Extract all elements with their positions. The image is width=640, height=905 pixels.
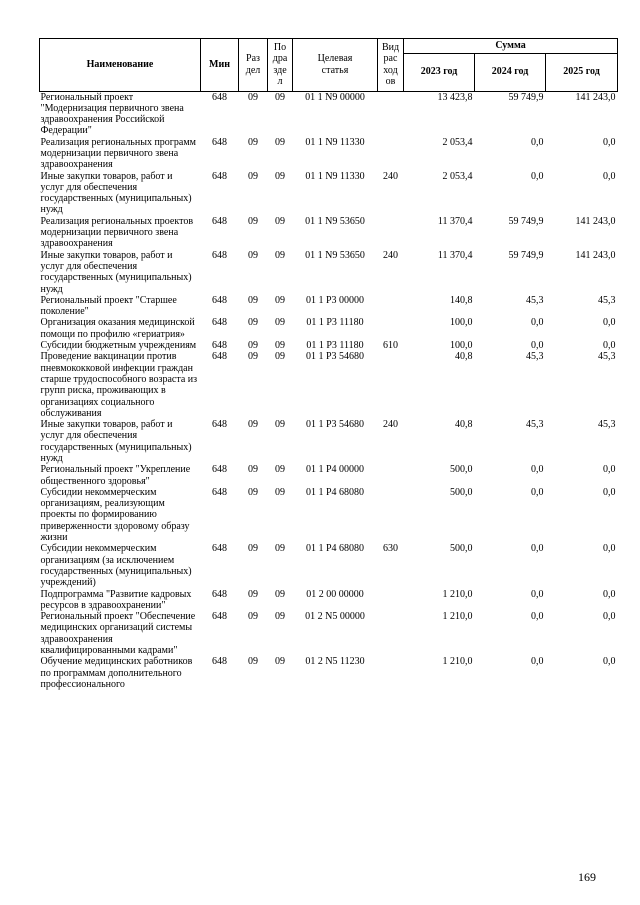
row-sum-2024: 0,0 xyxy=(531,340,544,352)
row-target: 01 1 N9 00000 xyxy=(305,91,365,103)
row-target: 01 1 P3 54680 xyxy=(305,351,365,363)
row-name: Организация оказания медицинской помощи по профилю «гериатрия» xyxy=(40,317,195,340)
row-razdel: 09 xyxy=(248,464,258,476)
row-target: 01 1 P3 54680 xyxy=(305,419,365,431)
table-row xyxy=(40,216,618,250)
row-vid xyxy=(378,317,404,340)
table-row xyxy=(40,250,618,295)
row-sum-2024: 0,0 xyxy=(531,317,544,329)
row-sum-2024: 59 749,9 xyxy=(508,91,544,103)
row-sum-2025: 45,3 xyxy=(598,419,616,431)
row-sum-2025: 0,0 xyxy=(603,543,616,555)
header-razdel: Раз дел xyxy=(239,39,268,92)
row-target: 01 1 P4 68080 xyxy=(305,543,365,555)
page-number: 169 xyxy=(578,870,596,884)
table-row xyxy=(40,351,618,419)
row-sum-2023: 13 423,8 xyxy=(437,91,473,103)
row-sum-2025: 0,0 xyxy=(603,656,616,668)
row-name: Реализация региональных проектов модернизации первичного звена здравоохранения xyxy=(40,215,194,250)
row-min: 648 xyxy=(212,294,227,306)
row-name: Реализация региональных программ модернизации первичного звена здравоохранения xyxy=(40,136,196,171)
row-vid xyxy=(378,216,404,250)
row-vid xyxy=(378,137,404,171)
row-target: 01 1 P3 00000 xyxy=(305,294,365,306)
header-name: Наименование xyxy=(40,39,201,92)
row-razdel: 09 xyxy=(248,588,258,600)
row-sum-2024: 0,0 xyxy=(531,543,544,555)
row-min: 648 xyxy=(212,464,227,476)
row-sum-2023: 140,8 xyxy=(450,294,473,306)
row-podrazdel: 09 xyxy=(275,340,285,352)
row-name: Региональный проект "Укрепление общественного здоровья" xyxy=(40,464,191,487)
row-razdel: 09 xyxy=(248,249,258,261)
row-sum-2024: 45,3 xyxy=(526,294,544,306)
row-sum-2025: 0,0 xyxy=(603,340,616,352)
row-min: 648 xyxy=(212,656,227,668)
row-sum-2024: 0,0 xyxy=(531,611,544,623)
row-razdel: 09 xyxy=(248,340,258,352)
row-min: 648 xyxy=(212,170,227,182)
row-vid xyxy=(378,487,404,543)
row-sum-2023: 40,8 xyxy=(455,419,473,431)
document-page xyxy=(39,38,617,690)
row-min: 648 xyxy=(212,249,227,261)
row-podrazdel: 09 xyxy=(275,317,285,329)
row-sum-2025: 0,0 xyxy=(603,486,616,498)
row-sum-2024: 0,0 xyxy=(531,170,544,182)
row-target: 01 1 P4 00000 xyxy=(305,464,365,476)
row-name: Региональный проект "Модернизация первичного звена здравоохранения Российской Федерации" xyxy=(40,91,184,137)
header-vid: Вид рас ход ов xyxy=(378,39,404,92)
row-vid: 240 xyxy=(383,170,398,182)
table-row xyxy=(40,487,618,543)
row-vid: 630 xyxy=(383,543,398,555)
row-name: Субсидии бюджетным учреждениям xyxy=(40,340,197,352)
row-name: Иные закупки товаров, работ и услуг для обеспечения государственных (муниципальных) нужд xyxy=(40,170,192,216)
row-vid xyxy=(378,611,404,656)
row-sum-2024: 0,0 xyxy=(531,464,544,476)
row-min: 648 xyxy=(212,486,227,498)
row-min: 648 xyxy=(212,419,227,431)
row-podrazdel: 09 xyxy=(275,170,285,182)
row-sum-2023: 2 053,4 xyxy=(442,170,473,182)
row-name: Субсидии некоммерческим организациям (за исключением государственных (муниципальных) учреждений) xyxy=(40,543,192,589)
row-sum-2025: 0,0 xyxy=(603,464,616,476)
row-sum-2023: 1 210,0 xyxy=(442,656,473,668)
row-name: Региональный проект "Старшее поколение" xyxy=(40,294,177,318)
row-target: 01 1 N9 11330 xyxy=(305,136,365,148)
row-sum-2023: 100,0 xyxy=(450,340,473,352)
row-min: 648 xyxy=(212,588,227,600)
row-razdel: 09 xyxy=(248,543,258,555)
row-vid: 240 xyxy=(383,249,398,261)
row-sum-2025: 0,0 xyxy=(603,136,616,148)
row-sum-2025: 141 243,0 xyxy=(575,91,616,103)
row-podrazdel: 09 xyxy=(275,611,285,623)
row-target: 01 1 P3 11180 xyxy=(306,317,364,329)
row-podrazdel: 09 xyxy=(275,588,285,600)
table-row xyxy=(40,464,618,487)
row-sum-2023: 11 370,4 xyxy=(437,249,473,261)
table-row xyxy=(40,171,618,216)
table-row xyxy=(40,91,618,137)
budget-table xyxy=(39,38,618,690)
table-header xyxy=(40,39,618,92)
table-row xyxy=(40,589,618,612)
row-podrazdel: 09 xyxy=(275,249,285,261)
header-podrazdel: По дра зде л xyxy=(268,39,293,92)
row-razdel: 09 xyxy=(248,486,258,498)
header-2023: 2023 год xyxy=(404,53,475,91)
row-podrazdel: 09 xyxy=(275,294,285,306)
table-body xyxy=(40,91,618,690)
table-row xyxy=(40,137,618,171)
table-row xyxy=(40,419,618,464)
row-razdel: 09 xyxy=(248,170,258,182)
row-vid xyxy=(378,351,404,419)
row-min: 648 xyxy=(212,136,227,148)
row-vid: 610 xyxy=(383,340,398,352)
row-target: 01 1 N9 53650 xyxy=(305,215,365,227)
row-target: 01 2 N5 11230 xyxy=(305,656,365,668)
row-min: 648 xyxy=(212,543,227,555)
row-razdel: 09 xyxy=(248,317,258,329)
header-2024: 2024 год xyxy=(475,53,546,91)
row-name: Обучение медицинских работников по программам дополнительного профессионального xyxy=(40,656,193,690)
row-name: Иные закупки товаров, работ и услуг для обеспечения государственных (муниципальных) нужд xyxy=(40,419,192,464)
row-podrazdel: 09 xyxy=(275,656,285,668)
row-target: 01 2 00 00000 xyxy=(306,588,364,600)
row-sum-2025: 0,0 xyxy=(603,611,616,623)
row-podrazdel: 09 xyxy=(275,136,285,148)
row-razdel: 09 xyxy=(248,136,258,148)
row-min: 648 xyxy=(212,351,227,363)
header-min: Мин xyxy=(201,39,239,92)
header-target: Целевая статья xyxy=(293,39,378,92)
row-razdel: 09 xyxy=(248,91,258,103)
row-sum-2025: 45,3 xyxy=(598,351,616,363)
row-sum-2023: 500,0 xyxy=(450,464,473,476)
row-podrazdel: 09 xyxy=(275,543,285,555)
row-razdel: 09 xyxy=(248,294,258,306)
row-razdel: 09 xyxy=(248,656,258,668)
row-target: 01 1 N9 53650 xyxy=(305,249,365,261)
row-sum-2023: 100,0 xyxy=(450,317,473,329)
row-sum-2024: 0,0 xyxy=(531,486,544,498)
row-sum-2025: 141 243,0 xyxy=(575,249,616,261)
row-sum-2023: 40,8 xyxy=(455,351,473,363)
row-sum-2025: 0,0 xyxy=(603,588,616,600)
header-2025: 2025 год xyxy=(546,53,618,91)
row-podrazdel: 09 xyxy=(275,215,285,227)
row-sum-2024: 0,0 xyxy=(531,136,544,148)
row-vid xyxy=(378,656,404,690)
row-podrazdel: 09 xyxy=(275,464,285,476)
header-sum: Сумма xyxy=(404,39,618,54)
row-sum-2024: 45,3 xyxy=(526,419,544,431)
row-vid xyxy=(378,464,404,487)
row-sum-2024: 59 749,9 xyxy=(508,215,544,227)
row-vid: 240 xyxy=(383,419,398,431)
row-vid xyxy=(378,589,404,612)
row-min: 648 xyxy=(212,91,227,103)
table-row xyxy=(40,543,618,588)
row-min: 648 xyxy=(212,611,227,623)
row-name: Иные закупки товаров, работ и услуг для обеспечения государственных (муниципальных) нужд xyxy=(40,249,192,295)
row-sum-2023: 2 053,4 xyxy=(442,136,473,148)
row-sum-2023: 1 210,0 xyxy=(442,611,473,623)
row-podrazdel: 09 xyxy=(275,351,285,363)
row-target: 01 2 N5 00000 xyxy=(305,611,365,623)
row-podrazdel: 09 xyxy=(275,486,285,498)
row-name: Подпрограмма "Развитие кадровых ресурсов в здравоохранении" xyxy=(40,588,192,611)
row-target: 01 1 N9 11330 xyxy=(305,170,365,182)
table-row xyxy=(40,295,618,318)
row-razdel: 09 xyxy=(248,611,258,623)
table-row xyxy=(40,611,618,656)
row-target: 01 1 P4 68080 xyxy=(305,486,365,498)
row-razdel: 09 xyxy=(248,215,258,227)
table-row xyxy=(40,317,618,340)
row-min: 648 xyxy=(212,317,227,329)
row-razdel: 09 xyxy=(248,351,258,363)
row-razdel: 09 xyxy=(248,419,258,431)
row-sum-2024: 59 749,9 xyxy=(508,249,544,261)
row-vid xyxy=(378,295,404,318)
row-name: Проведение вакцинации против пневмококковой инфекции граждан старше трудоспособного возраста из групп риска, проживающих в организациях социального обслуживания xyxy=(40,351,198,419)
row-podrazdel: 09 xyxy=(275,419,285,431)
row-sum-2025: 141 243,0 xyxy=(575,215,616,227)
table-row xyxy=(40,656,618,690)
row-sum-2025: 0,0 xyxy=(603,317,616,329)
row-vid xyxy=(378,91,404,137)
row-sum-2024: 45,3 xyxy=(526,351,544,363)
row-name: Региональный проект "Обеспечение медицинских организаций системы здравоохранения квалифицированными кадрами" xyxy=(40,611,196,657)
row-sum-2025: 0,0 xyxy=(603,170,616,182)
row-podrazdel: 09 xyxy=(275,91,285,103)
row-sum-2023: 1 210,0 xyxy=(442,588,473,600)
row-name: Субсидии некоммерческим организациям, реализующим проекты по формированию приверженности здоровому образу жизни xyxy=(40,486,190,544)
row-sum-2023: 500,0 xyxy=(450,543,473,555)
row-sum-2023: 500,0 xyxy=(450,486,473,498)
row-min: 648 xyxy=(212,215,227,227)
row-min: 648 xyxy=(212,340,227,352)
row-sum-2024: 0,0 xyxy=(531,656,544,668)
table-row xyxy=(40,340,618,351)
row-sum-2024: 0,0 xyxy=(531,588,544,600)
row-sum-2023: 11 370,4 xyxy=(437,215,473,227)
row-target: 01 1 P3 11180 xyxy=(306,340,364,352)
row-sum-2025: 45,3 xyxy=(598,294,616,306)
